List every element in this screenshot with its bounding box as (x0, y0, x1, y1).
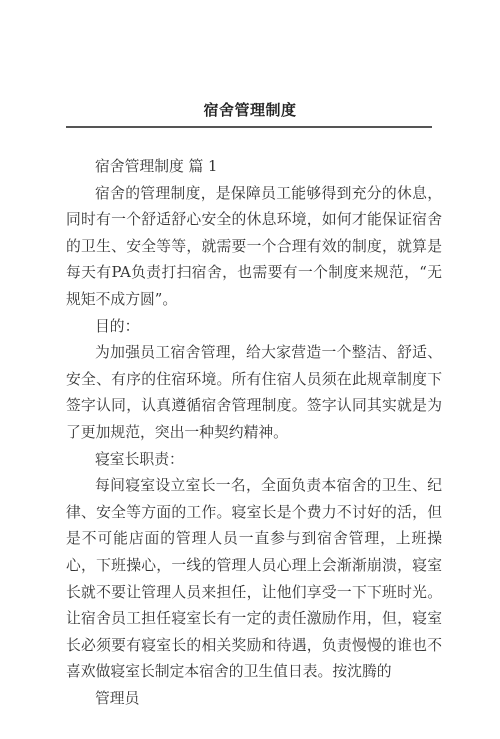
paragraph-duties: 每间寝室设立室长一名，全面负责本宿舍的卫生、纪律、安全等方面的工作。寝室长是个费力不讨好的活，但是不可能店面的管理人员一直参与到宿舍管理，上班操心，下班操心，一线的管理人员心理上会渐渐崩溃，寝室长就不要让管理人员来担任，让他们享受一下下班时光。让宿舍员工担任寝室长有一定的责任激励作用，但，寝室长必须要有寝室长的相关奖励和待遇，负责慢慢的谁也不喜欢做寝室长制定本宿舍的卫生值日表。按沈腾的 (66, 477, 442, 681)
duties-heading: 寝室长职责： (95, 450, 184, 468)
document-title: 宿舍管理制度 (203, 101, 297, 119)
paragraph-intro: 宿舍的管理制度，是保障员工能够得到充分的休息，同时有一个舒适舒心安全的休息环境，如何才能保证宿舍的卫生、安全等等，就需要一个合理有效的制度，就算是每天有PA负责打扫宿舍，也需要有一个制度来规范，“无规矩不成方圆”。 (66, 184, 442, 308)
section-heading: 宿舍管理制度 篇 1 (95, 158, 218, 175)
paragraph-truncated: 管理员 (95, 689, 140, 707)
title-divider (66, 126, 432, 128)
document-body (66, 154, 442, 739)
purpose-heading: 目的： (95, 317, 140, 335)
paragraph-purpose: 为加强员工宿舍管理，给大家营造一个整洁、舒适、安全、有序的住宿环境。所有住宿人员须在此规章制度下签字认同，认真遵循宿舍管理制度。签字认同其实就是为了更加规范，突出一种契约精神。 (66, 344, 442, 441)
